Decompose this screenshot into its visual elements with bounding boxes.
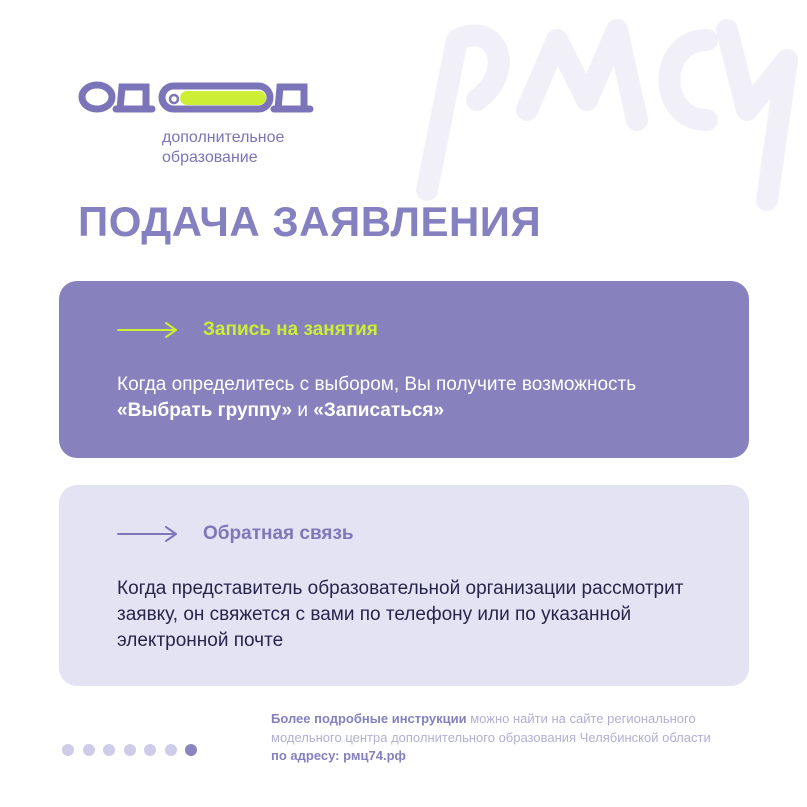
pagination-dot[interactable] <box>165 744 177 756</box>
pagination-dot-active[interactable] <box>185 744 197 756</box>
page-title: ПОДАЧА ЗАЯВЛЕНИЯ <box>78 198 542 245</box>
pagination-dot[interactable] <box>62 744 74 756</box>
pagination-dot[interactable] <box>124 744 136 756</box>
pagination-dot[interactable] <box>83 744 95 756</box>
card-enrollment-heading: Запись на занятия <box>203 319 378 340</box>
card-feedback-heading: Обратная связь <box>203 523 354 544</box>
logo-subtitle-line1: дополнительное <box>162 129 285 146</box>
logo-subtitle <box>162 128 284 168</box>
pagination-dots <box>62 744 197 756</box>
footer-middle: можно найти на сайте регионального модельного центра дополнительного образования Челябинской области <box>271 711 711 745</box>
enroll-label: «Записаться» <box>313 400 445 421</box>
card-enrollment <box>59 281 749 458</box>
card-enrollment-text-start: Когда определитесь с выбором, Вы получите возможность <box>117 374 637 395</box>
odod-logo <box>78 78 318 128</box>
pagination-dot[interactable] <box>103 744 115 756</box>
card-feedback <box>59 485 749 686</box>
card-enrollment-text <box>117 372 719 424</box>
footer-address: по адресу: рмц74.рф <box>271 748 406 763</box>
pagination-dot[interactable] <box>144 744 156 756</box>
arrow-right-icon <box>117 525 179 543</box>
logo-subtitle-line2: образование <box>162 149 258 166</box>
arrow-right-icon <box>117 321 179 339</box>
card-enrollment-header <box>117 319 378 341</box>
card-enrollment-text-middle: и <box>292 400 314 421</box>
card-feedback-text: Когда представитель образовательной организации рассмотрит заявку, он свяжется с вами по телефону или по указанной электронной почте <box>117 578 684 651</box>
choose-group-label: «Выбрать группу» <box>117 400 293 421</box>
footer-note <box>271 710 711 766</box>
footer-bold-start: Более подробные инструкции <box>271 711 467 726</box>
watermark-rmc74 <box>387 0 807 230</box>
card-feedback-header <box>117 523 354 545</box>
